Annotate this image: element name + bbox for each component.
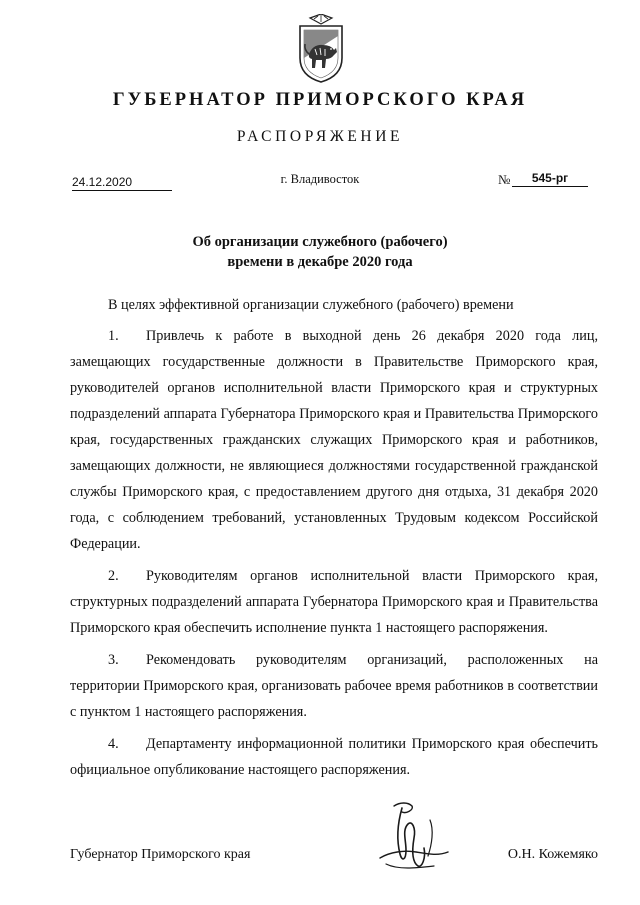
document-body (70, 294, 598, 783)
item-text: Привлечь к работе в выходной день 26 декабря 2020 года лиц, замещающих государственные должности в Правительстве Приморского края, руководителей органов исполнительной власти Приморского края и структурных подразделений аппарата Губернатора Приморского края и Правительства Приморского края, государственных гражданских служащих Приморского края и работников, замещающих должности, не являющиеся должностями государственной гражданской службы Приморского края, с предоставлением другого дня отдыха, 31 декабря 2020 года, с соблюдением требований, установленных Трудовым кодексом Российской Федерации. (70, 328, 598, 552)
item-number: 1. (108, 328, 119, 344)
item-text: Рекомендовать руководителям организаций, расположенных на территории Приморского края, организовать рабочее время работников в соответствии с пунктом 1 настоящего распоряжения. (70, 652, 598, 720)
number-label: № (498, 172, 511, 187)
subject-line-2: времени в декабре 2020 года (227, 254, 413, 270)
coat-of-arms-icon (296, 14, 346, 84)
document-subject (120, 232, 520, 272)
item-paragraph-2 (70, 563, 598, 641)
item-text: Руководителям органов исполнительной власти Приморского края, структурных подразделений аппарата Губернатора Приморского края и Правительства Приморского края обеспечить исполнение пункта 1 настоящего распоряжения. (70, 568, 598, 636)
document-city: г. Владивосток (280, 172, 360, 186)
item-paragraph-1 (70, 323, 598, 557)
item-number: 2. (108, 568, 119, 584)
item-paragraph-4 (70, 731, 598, 783)
intro-paragraph: В целях эффективной организации служебного (рабочего) времени (108, 297, 514, 313)
document-number: 545-рг (512, 170, 588, 187)
subject-line-1: Об организации служебного (рабочего) (192, 234, 448, 250)
item-paragraph-3 (70, 647, 598, 725)
document-date: 24.12.2020 (72, 174, 172, 191)
item-number: 4. (108, 736, 119, 752)
handwritten-signature-icon (372, 800, 454, 880)
item-text: Департаменту информационной политики Приморского края обеспечить официальное опубликование настоящего распоряжения. (70, 736, 598, 778)
organization-title: ГУБЕРНАТОР ПРИМОРСКОГО КРАЯ (112, 90, 528, 110)
item-number: 3. (108, 652, 119, 668)
signatory-title: Губернатор Приморского края (70, 847, 251, 862)
document-type: РАСПОРЯЖЕНИЕ (236, 128, 404, 145)
signatory-name: О.Н. Кожемяко (507, 847, 598, 862)
